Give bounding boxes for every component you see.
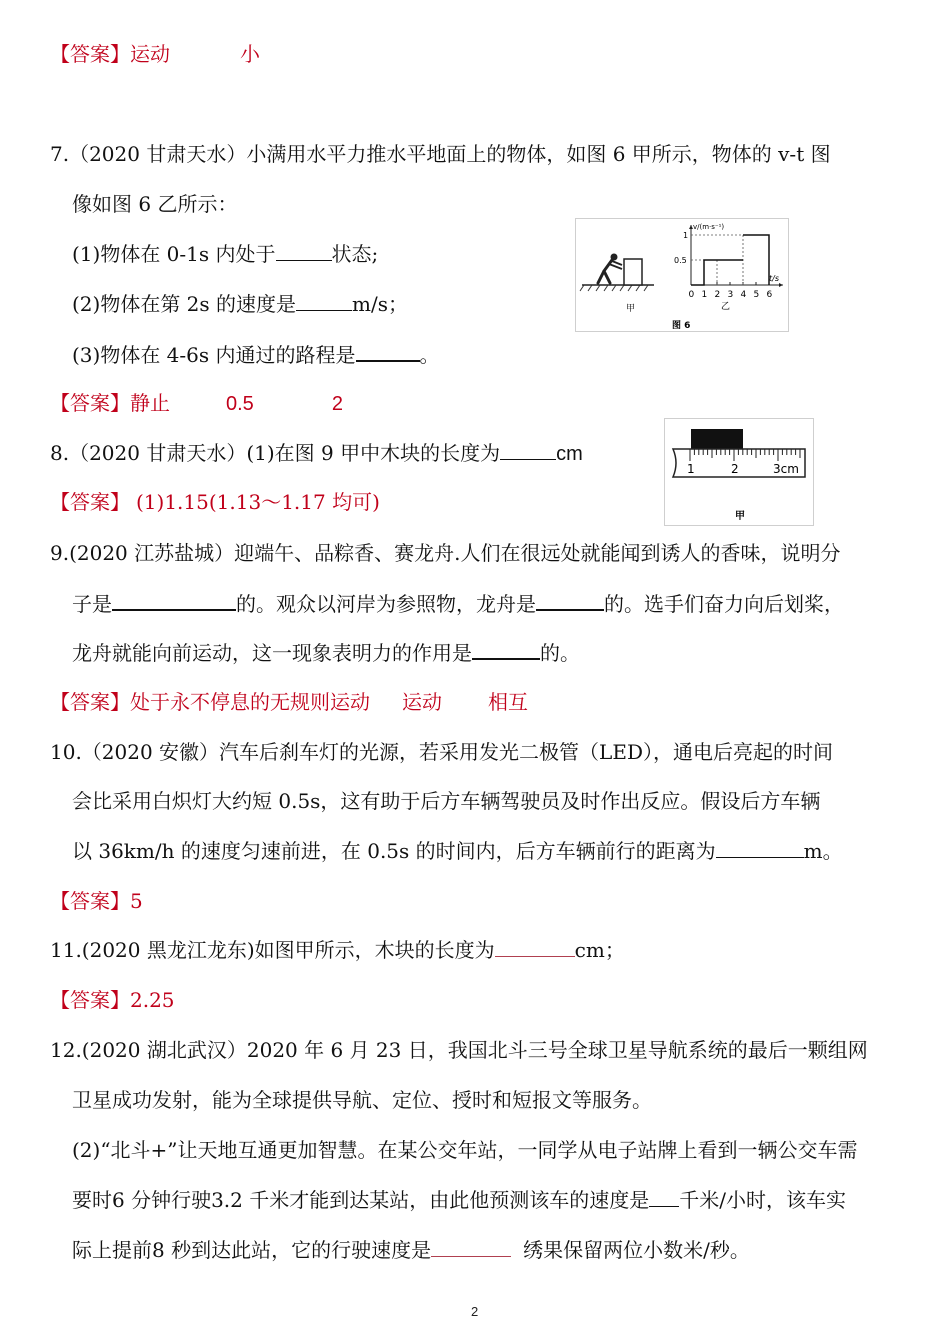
y-tick-1: 1: [683, 231, 689, 240]
y-axis-label: v/(m·s⁻¹): [693, 223, 725, 231]
push-scene: [580, 254, 654, 315]
x-tick-label: 3: [727, 290, 734, 300]
answer-label: 【答案】: [50, 490, 130, 514]
answer-value-1: 静止: [130, 391, 170, 415]
answer-label: 【答案】: [50, 690, 130, 714]
text: 以 36km/h 的速度匀速前进，在 0.5s 的时间内，后方车辆前行的距离为: [72, 839, 716, 863]
answer-value-1: 运动: [130, 42, 170, 66]
answer-blank[interactable]: [356, 340, 420, 362]
text: (1)物体在 0-1s 内处于: [72, 242, 276, 266]
x-tick-label: 2: [714, 290, 721, 300]
text: 状态;: [331, 242, 379, 266]
person-icon: [598, 254, 622, 284]
question-7-line-2: 像如图 6 乙所示：: [72, 192, 238, 216]
text: 龙舟就能向前运动，这一现象表明力的作用是: [72, 641, 472, 665]
question-10-line-2: 会比采用白炽灯大约短 0.5s，这有助于后方车辆驾驶员及时作出反应。假设后方车辆: [72, 789, 821, 813]
answer-10: [50, 887, 143, 915]
answer-blank[interactable]: [276, 240, 332, 261]
answer-value-3: 2: [331, 393, 343, 415]
question-7-line-1: 7.（2020 甘肃天水）小满用水平力推水平地面上的物体，如图 6 甲所示，物体的 v-t 图: [50, 142, 831, 166]
text: 要时6 分钟行驶3.2 千米才能到达某站，由此他预测该车的速度是: [72, 1188, 650, 1212]
answer-value-2: 运动: [402, 690, 442, 714]
answer-label: 【答案】: [50, 42, 130, 66]
answer-label: 【答案】: [50, 988, 130, 1012]
answer-label: 【答案】: [50, 391, 130, 415]
text: 绣果保留两位小数米/秒。: [523, 1238, 750, 1262]
x-axis-label: t/s: [769, 274, 779, 283]
x-tick-label: 5: [753, 290, 760, 300]
vt-graph: [674, 223, 783, 312]
answer-blank[interactable]: [112, 589, 236, 611]
question-7-part-2: [72, 290, 408, 318]
question-7-part-1: [72, 240, 378, 268]
x-tick-label: 1: [701, 290, 708, 300]
text: (2)物体在第 2s 的速度是: [72, 292, 297, 316]
question-10-line-1: 10.（2020 安徽）汽车后刹车灯的光源，若采用发光二极管（LED），通电后亮起的时间: [50, 740, 833, 764]
x-arrow: [779, 283, 783, 287]
text: 的。观众以河岸为参照物，龙舟是: [236, 592, 536, 616]
answer-label: 【答案】: [50, 889, 130, 913]
text: 际上提前8 秒到达此站，它的行驶速度是: [72, 1238, 432, 1262]
text: cm: [556, 443, 583, 465]
x-tick-label: 6: [766, 290, 773, 300]
ruler-label-2: 2: [731, 462, 739, 476]
answer-blank[interactable]: [500, 439, 556, 460]
text: 8.（2020 甘肃天水）(1)在图 9 甲中木块的长度为: [50, 441, 501, 465]
question-12-line-3: (2)“北斗+”让天地互通更加智慧。在某公交年站，一同学从电子站牌上看到一辆公交车需: [72, 1138, 858, 1162]
text: 子是: [72, 592, 112, 616]
text: cm；: [574, 938, 625, 962]
answer-9: [50, 688, 528, 716]
velocity-line-4-6s: [743, 235, 769, 285]
question-10-line-3: [72, 837, 843, 865]
text: 的。: [540, 641, 580, 665]
x-tick-label: 0: [688, 290, 695, 300]
figure-6-svg: [576, 219, 788, 331]
question-12-line-5: [72, 1236, 750, 1264]
question-9-line-1: 9.(2020 江苏盐城）迎端午、品粽香、赛龙舟.人们在很远处就能闻到诱人的香味，说明分: [50, 541, 841, 565]
figure-caption: 图 6: [672, 321, 691, 331]
answer-blank[interactable]: [472, 638, 540, 660]
answer-value-1: 2.25: [130, 988, 175, 1012]
answer-value-2: 0.5: [226, 393, 254, 415]
question-11-line-1: [50, 936, 625, 964]
answer-blank[interactable]: [536, 589, 604, 611]
question-9-line-2: [72, 589, 844, 618]
answer-blank[interactable]: [649, 1186, 679, 1207]
text: m。: [803, 839, 843, 863]
question-9-line-3: [72, 638, 580, 667]
x-tick-label: 4: [740, 290, 747, 300]
answer-value-1: 5: [130, 889, 143, 913]
left-caption: 甲: [626, 304, 636, 314]
ruler-label-3: 3cm: [773, 462, 799, 476]
text: 。: [419, 343, 440, 367]
answer-blank[interactable]: [716, 837, 804, 858]
answer-value-1: (1)1.15(1.13～1.17 均可): [136, 490, 380, 514]
question-12-line-2: 卫星成功发射，能为全球提供导航、定位、授时和短报文等服务。: [72, 1088, 652, 1112]
wooden-block: [691, 429, 743, 449]
figure-6: [575, 218, 789, 332]
right-caption: 乙: [721, 302, 731, 312]
question-7-part-3: [72, 340, 440, 369]
answer-value-3: 相互: [488, 690, 528, 714]
ruler-label-1: 1: [687, 462, 695, 476]
question-12-line-1: 12.(2020 湖北武汉）2020 年 6 月 23 日，我国北斗三号全球卫星导航系统的最后一颗组网: [50, 1038, 868, 1062]
page-number: 2: [471, 1304, 479, 1319]
box: [624, 259, 642, 285]
question-12-line-4: [72, 1186, 846, 1214]
ruler-caption: 甲: [735, 511, 745, 522]
answer-blank[interactable]: [431, 1236, 511, 1257]
answer-11: [50, 986, 175, 1014]
answer-blank[interactable]: [495, 936, 575, 957]
answer-value-2: 小: [240, 42, 260, 66]
answer-blank[interactable]: [296, 290, 352, 311]
text: 千米/小时，该车实: [679, 1188, 846, 1212]
answer-7: [50, 389, 343, 418]
answer-8: [50, 488, 380, 516]
answer-value-1: 处于永不停息的无规则运动: [130, 690, 370, 714]
answer-6: [50, 40, 260, 68]
question-8-line-1: [50, 439, 583, 468]
y-tick-05: 0.5: [674, 256, 687, 265]
text: (3)物体在 4-6s 内通过的路程是: [72, 343, 356, 367]
ruler-figure: [664, 418, 814, 526]
text: 11.(2020 黑龙江龙东)如图甲所示，木块的长度为: [50, 938, 495, 962]
ruler-svg: [665, 419, 813, 525]
text: 的。选手们奋力向后划桨，: [604, 592, 844, 616]
text: m/s；: [352, 292, 409, 316]
